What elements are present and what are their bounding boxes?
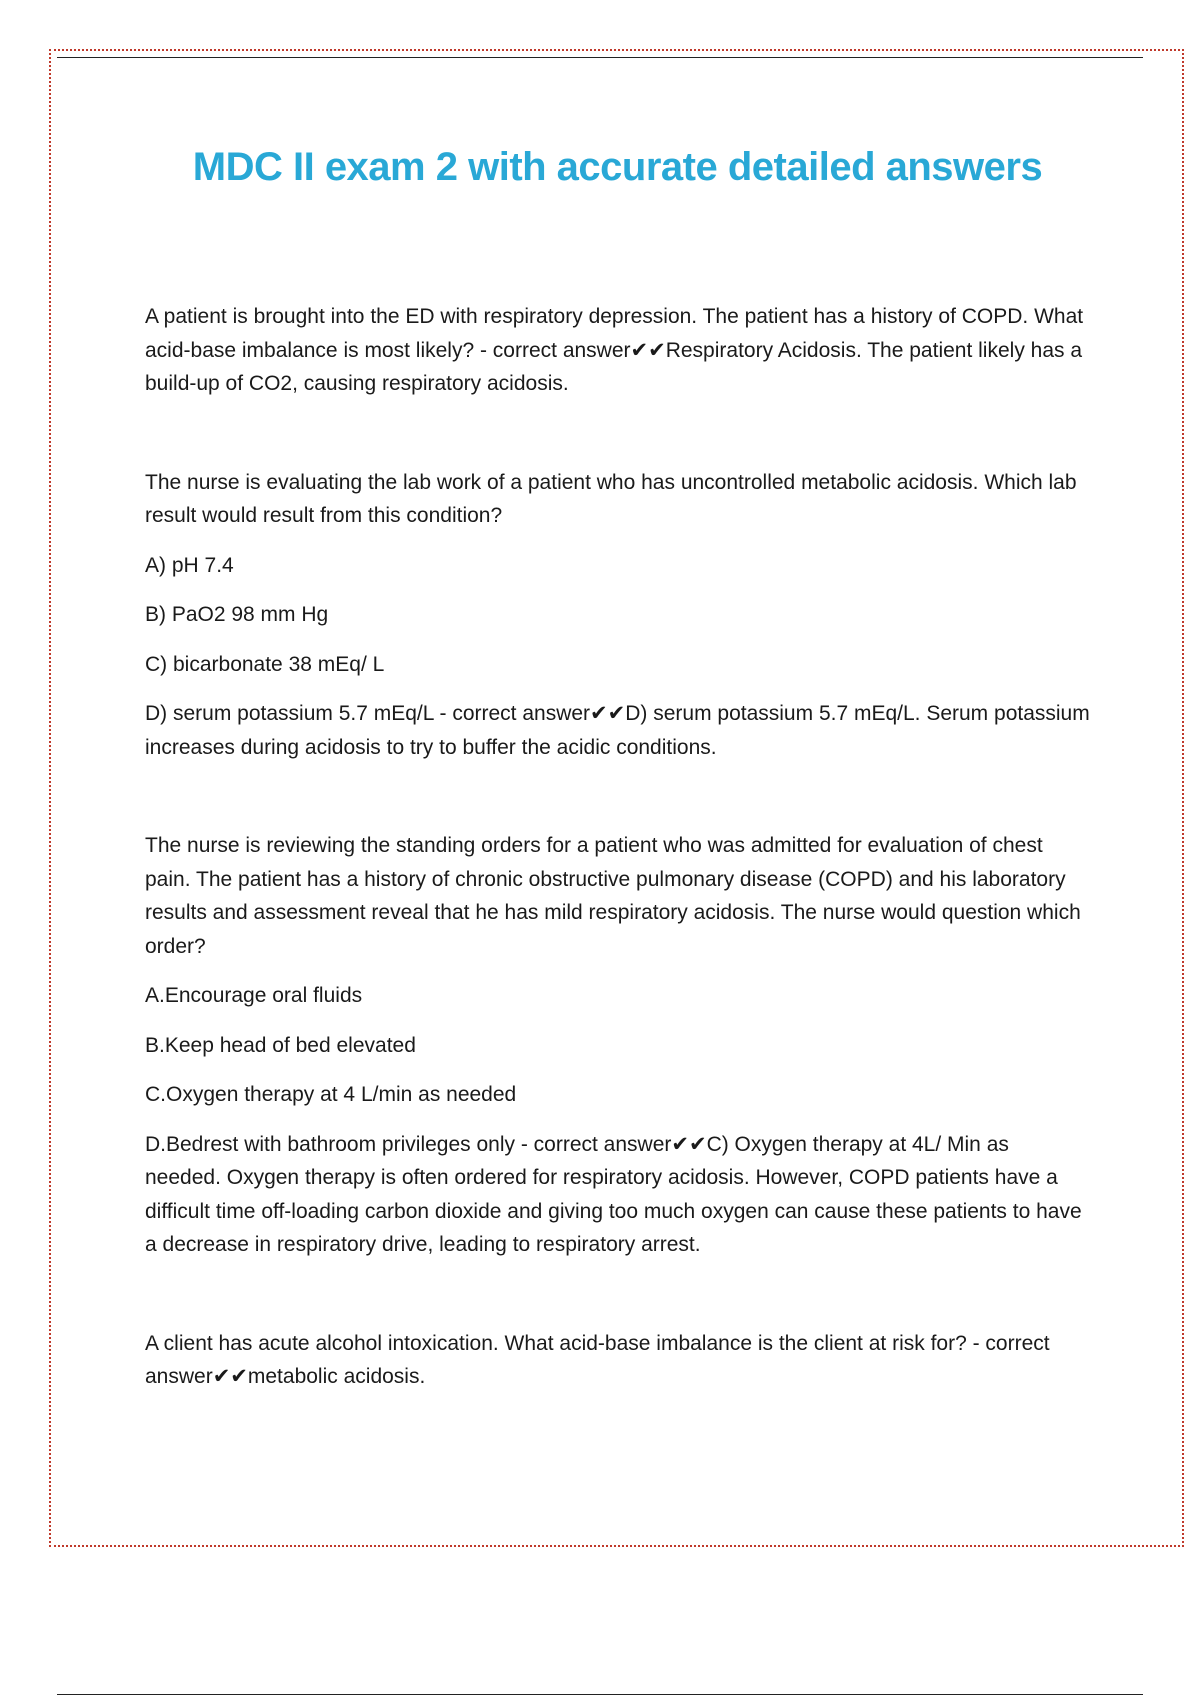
question-2-stem: The nurse is evaluating the lab work of a patient who has uncontrolled metabolic acidosis. Which lab result would result from this condition? <box>145 470 1077 527</box>
question-2-option-d-answer: D) serum potassium 5.7 mEq/L - correct answer✔✔D) serum potassium 5.7 mEq/L. Serum potassium increases during acidosis to try to buffer the acidic conditions. <box>145 702 1090 759</box>
spacer <box>145 1262 1090 1327</box>
spacer <box>145 764 1090 829</box>
question-2 <box>145 466 1090 765</box>
question-1-text: A patient is brought into the ED with respiratory depression. The patient has a history of COPD. What acid-base imbalance is most likely? - correct answer✔✔Respiratory Acidosis. The patient likely has a build-up of CO2, causing respiratory acidosis. <box>145 305 1084 395</box>
spacer <box>145 401 1090 466</box>
question-2-option-b: B) PaO2 98 mm Hg <box>145 603 329 626</box>
question-2-option-c: C) bicarbonate 38 mEq/ L <box>145 652 385 676</box>
document-body <box>145 300 1090 1394</box>
question-3-option-b: B.Keep head of bed elevated <box>145 1033 416 1057</box>
document-title: MDC II exam 2 with accurate detailed answers <box>192 145 1043 189</box>
question-3-option-a: A.Encourage oral fluids <box>145 984 363 1007</box>
question-1 <box>145 300 1090 401</box>
question-2-option-a: A) pH 7.4 <box>145 553 234 577</box>
question-3 <box>145 829 1090 1262</box>
bottom-rule <box>57 1694 1143 1695</box>
question-4 <box>145 1327 1090 1394</box>
question-3-option-d-answer: D.Bedrest with bathroom privileges only - correct answer✔✔C) Oxygen therapy at 4L/ Min as needed. Oxygen therapy is often ordered for respiratory acidosis. However, COPD patients have a difficult time off-loading carbon dioxide and giving too much oxygen can cause these patients to have a decrease in respiratory drive, leading to respiratory arrest. <box>145 1132 1082 1256</box>
question-4-text: A client has acute alcohol intoxication. What acid-base imbalance is the client at risk for? - correct answer✔✔metabolic acidosis. <box>145 1331 1050 1388</box>
question-3-stem: The nurse is reviewing the standing orders for a patient who was admitted for evaluation of chest pain. The patient has a history of chronic obstructive pulmonary disease (COPD) and his laboratory results and assessment reveal that he has mild respiratory acidosis. The nurse would question which order? <box>145 834 1081 958</box>
question-3-option-c: C.Oxygen therapy at 4 L/min as needed <box>145 1083 517 1106</box>
top-rule <box>57 57 1143 58</box>
